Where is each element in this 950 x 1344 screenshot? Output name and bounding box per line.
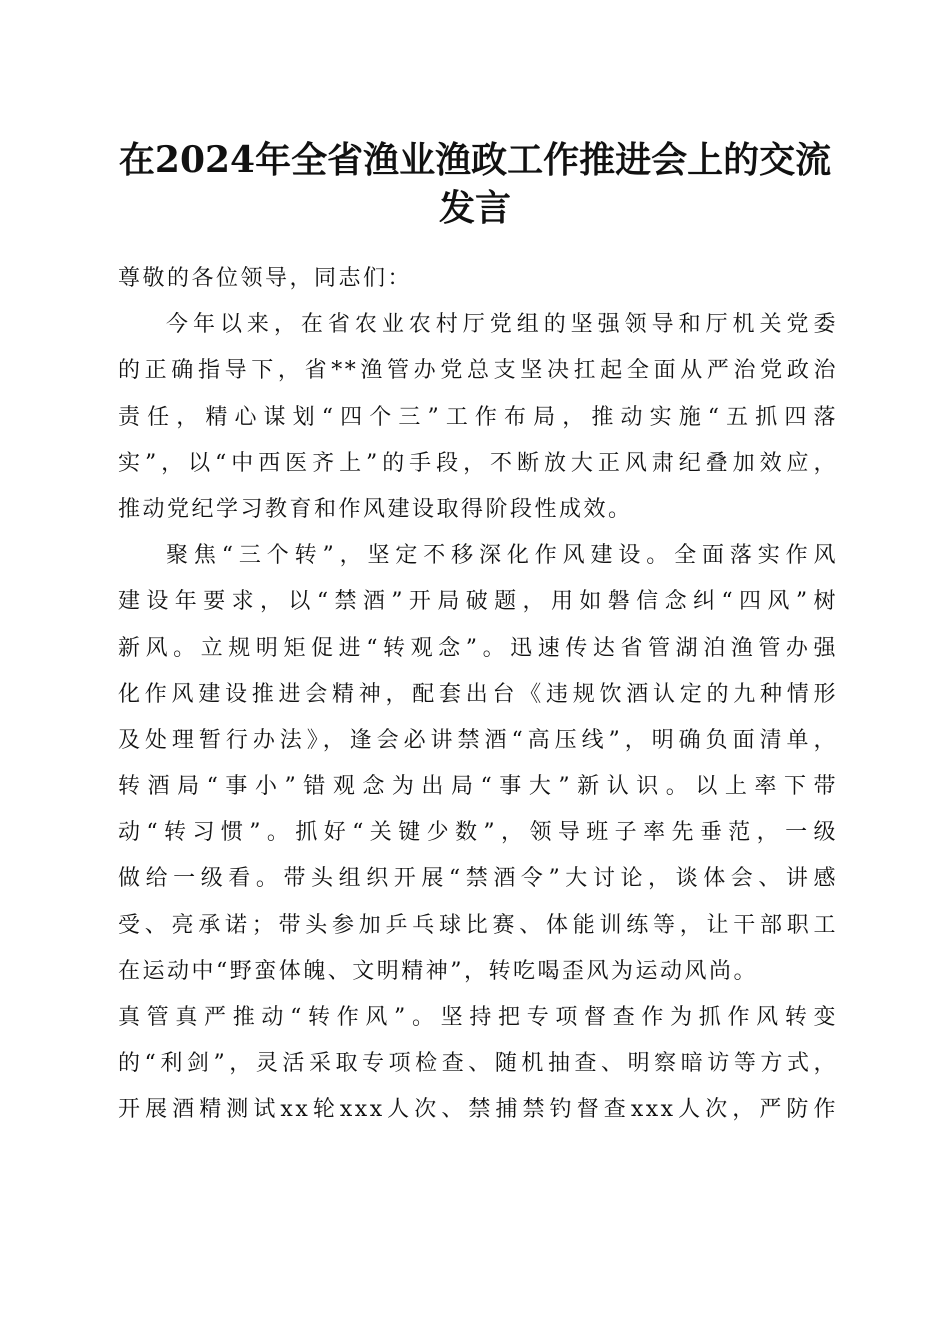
title-line-1: 在2024年全省渔业渔政工作推进会上的交流 [118,139,832,181]
salutation: 尊敬的各位领导，同志们： [118,266,413,291]
paragraph-1-line-1: 今年以来，在省农业农村厅党组的坚强领导和厅机关党委 [166,312,838,338]
paragraph-2-line-3: 新风。立规明矩促进“转观念”。迅速传达省管湖泊渔管办强 [118,635,838,661]
paragraph-1-line-5: 推动党纪学习教育和作风建设取得阶段性成效。 [118,496,633,522]
paragraph-2-line-6: 转酒局“事小”错观念为出局“事大”新认识。以上率下带 [118,774,838,800]
paragraph-2-line-8: 做给一级看。带头组织开展“禁酒令”大讨论，谈体会、讲感 [118,866,838,892]
paragraph-2-line-9: 受、亮承诺；带头参加乒乓球比赛、体能训练等，让干部职工 [118,912,838,938]
paragraph-1-line-3: 责任，精心谋划“四个三”工作布局，推动实施“五抓四落 [118,404,838,430]
document-title [110,136,840,232]
paragraph-2-line-7: 动“转习惯”。抓好“关键少数”，领导班子率先垂范，一级 [118,820,838,846]
paragraph-2-line-5: 及处理暂行办法》，逢会必讲禁酒“高压线”，明确负面清单， [118,727,838,753]
document-body [118,256,838,1134]
paragraph-2-line-12: 的“利剑”，灵活采取专项检查、随机抽查、明察暗访等方式， [118,1051,838,1077]
paragraph-2-line-1: 聚焦“三个转”，坚定不移深化作风建设。全面落实作风 [166,543,838,569]
paragraph-1-line-2: 的正确指导下，省**渔管办党总支坚决扛起全面从严治党政治 [118,358,838,384]
paragraph-2-line-13: 开展酒精测试xx轮xxx人次、禁捕禁钓督查xxx人次，严防作 [118,1097,838,1123]
paragraph-2-line-2: 建设年要求，以“禁酒”开局破题，用如磐信念纠“四风”树 [118,589,838,615]
paragraph-2-line-4: 化作风建设推进会精神，配套出台《违规饮酒认定的九种情形 [118,681,838,707]
title-line-2: 发言 [438,187,511,229]
paragraph-2-line-11: 真管真严推动“转作风”。坚持把专项督查作为抓作风转变 [118,1005,838,1030]
paragraph-1-line-4: 实”，以“中西医齐上”的手段，不断放大正风肃纪叠加效应， [118,450,838,476]
paragraph-2-line-10: 在运动中“野蛮体魄、文明精神”，转吃喝歪风为运动风尚。 [118,958,758,984]
